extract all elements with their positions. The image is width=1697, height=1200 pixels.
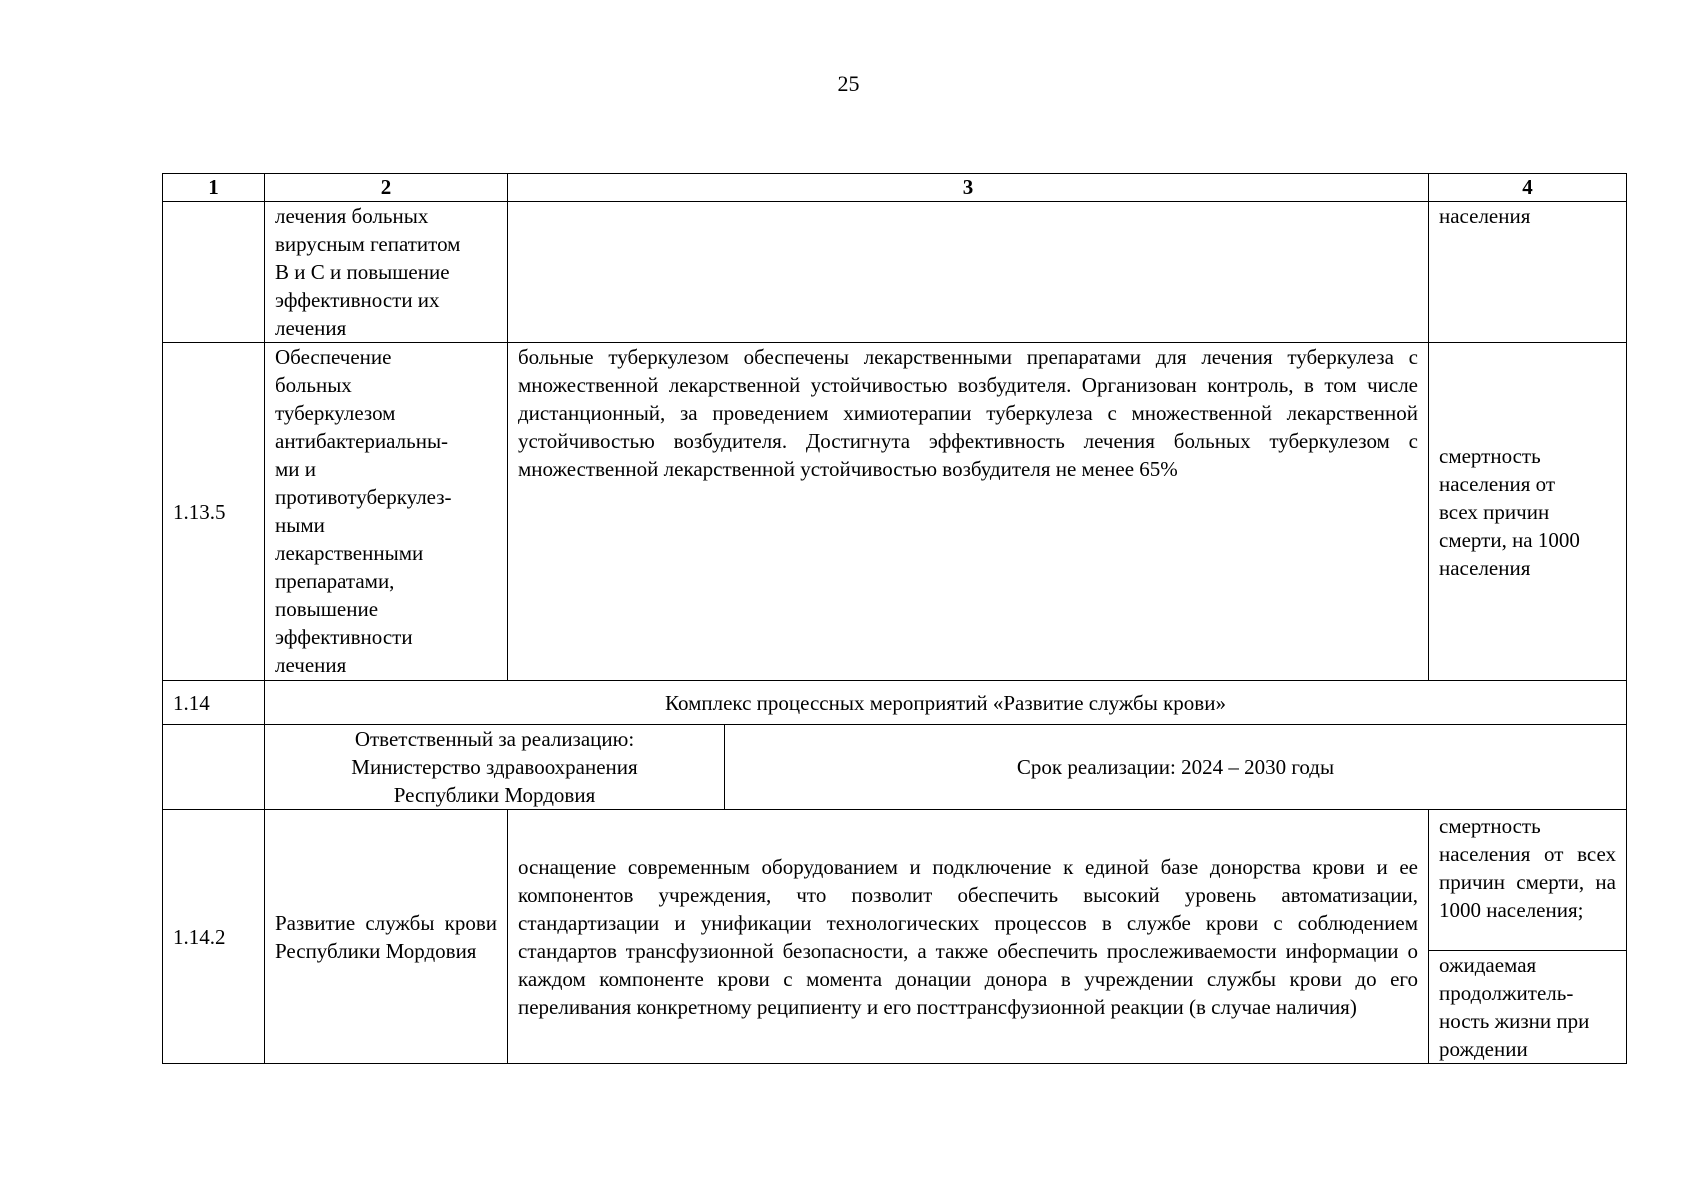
header-col-3: 3	[508, 174, 1429, 202]
measures-table	[162, 173, 1627, 1064]
implementation-period: Срок реализации: 2024 – 2030 годы	[725, 725, 1627, 810]
indicator	[1429, 343, 1627, 681]
measure-name-text: лечения больных вирусным гепатитом В и С и повышение эффективности их лечения	[275, 204, 461, 340]
responsible-cell	[265, 725, 725, 810]
page-number: 25	[837, 71, 860, 96]
measure-name	[265, 343, 508, 681]
row-number: 1.13.5	[163, 343, 265, 681]
table-row	[163, 343, 1627, 681]
measure-name: Развитие службы крови Республики Мордовия	[265, 810, 508, 1064]
indicator-mortality: смертность населения от всех причин смерти, на 1000 населения;	[1429, 810, 1626, 951]
indicator	[1429, 202, 1627, 343]
expected-result: больные туберкулезом обеспечены лекарственными препаратами для лечения туберкулеза с множественной лекарственной устойчивостью возбудителя. Организован контроль, в том числе дистанционный, за проведением химиотерапии туберкулеза с множественной лекарственной устойчивостью возбудителя. Достигнута эффективность лечения больных туберкулезом с множественной лекарственной устойчивостью возбудителя не менее 65%	[508, 343, 1429, 681]
responsible-text: Ответственный за реализацию: Министерство здравоохранения Республики Мордовия	[351, 727, 638, 807]
expected-result	[508, 202, 1429, 343]
section-number: 1.14	[163, 681, 265, 725]
header-col-2: 2	[265, 174, 508, 202]
table-row	[163, 810, 1627, 1064]
indicator-text: смертность населения от всех причин смерти, на 1000 населения	[1439, 443, 1580, 580]
table-header-row	[163, 174, 1627, 202]
indicator-life-expectancy	[1429, 951, 1626, 1063]
indicator-text: населения	[1439, 204, 1531, 228]
empty-cell	[163, 725, 265, 810]
section-title: Комплекс процессных мероприятий «Развитие службы крови»	[265, 681, 1627, 725]
expected-result: оснащение современным оборудованием и подключение к единой базе донорства крови и ее компонентов учреждения, что позволит обеспечить высокий уровень автоматизации, стандартизации и унификации технологических процессов в службе крови с соблюдением стандартов трансфузионной безопасности, а также обеспечить прослеживаемости информации о каждом компоненте крови с момента донации донора в учреждении службы крови до его переливания конкретному реципиенту и его посттрансфузионной реакции (в случае наличия)	[508, 810, 1429, 1064]
section-row	[163, 681, 1627, 725]
row-number: 1.14.2	[163, 810, 265, 1064]
header-col-4: 4	[1429, 174, 1627, 202]
responsibility-row	[163, 725, 1627, 810]
table-row	[163, 202, 1627, 343]
measure-name	[265, 202, 508, 343]
measure-name-text: Обеспечение больных туберкулезом антибактериальны- ми и противотуберкулез- ными лекарственными препаратами, повышение эффективности лечения	[275, 345, 452, 677]
indicator-text: ожидаемая продолжитель- ность жизни при рождении	[1439, 953, 1590, 1061]
row-number	[163, 202, 265, 343]
indicators-cell	[1429, 810, 1627, 1064]
header-col-1: 1	[163, 174, 265, 202]
